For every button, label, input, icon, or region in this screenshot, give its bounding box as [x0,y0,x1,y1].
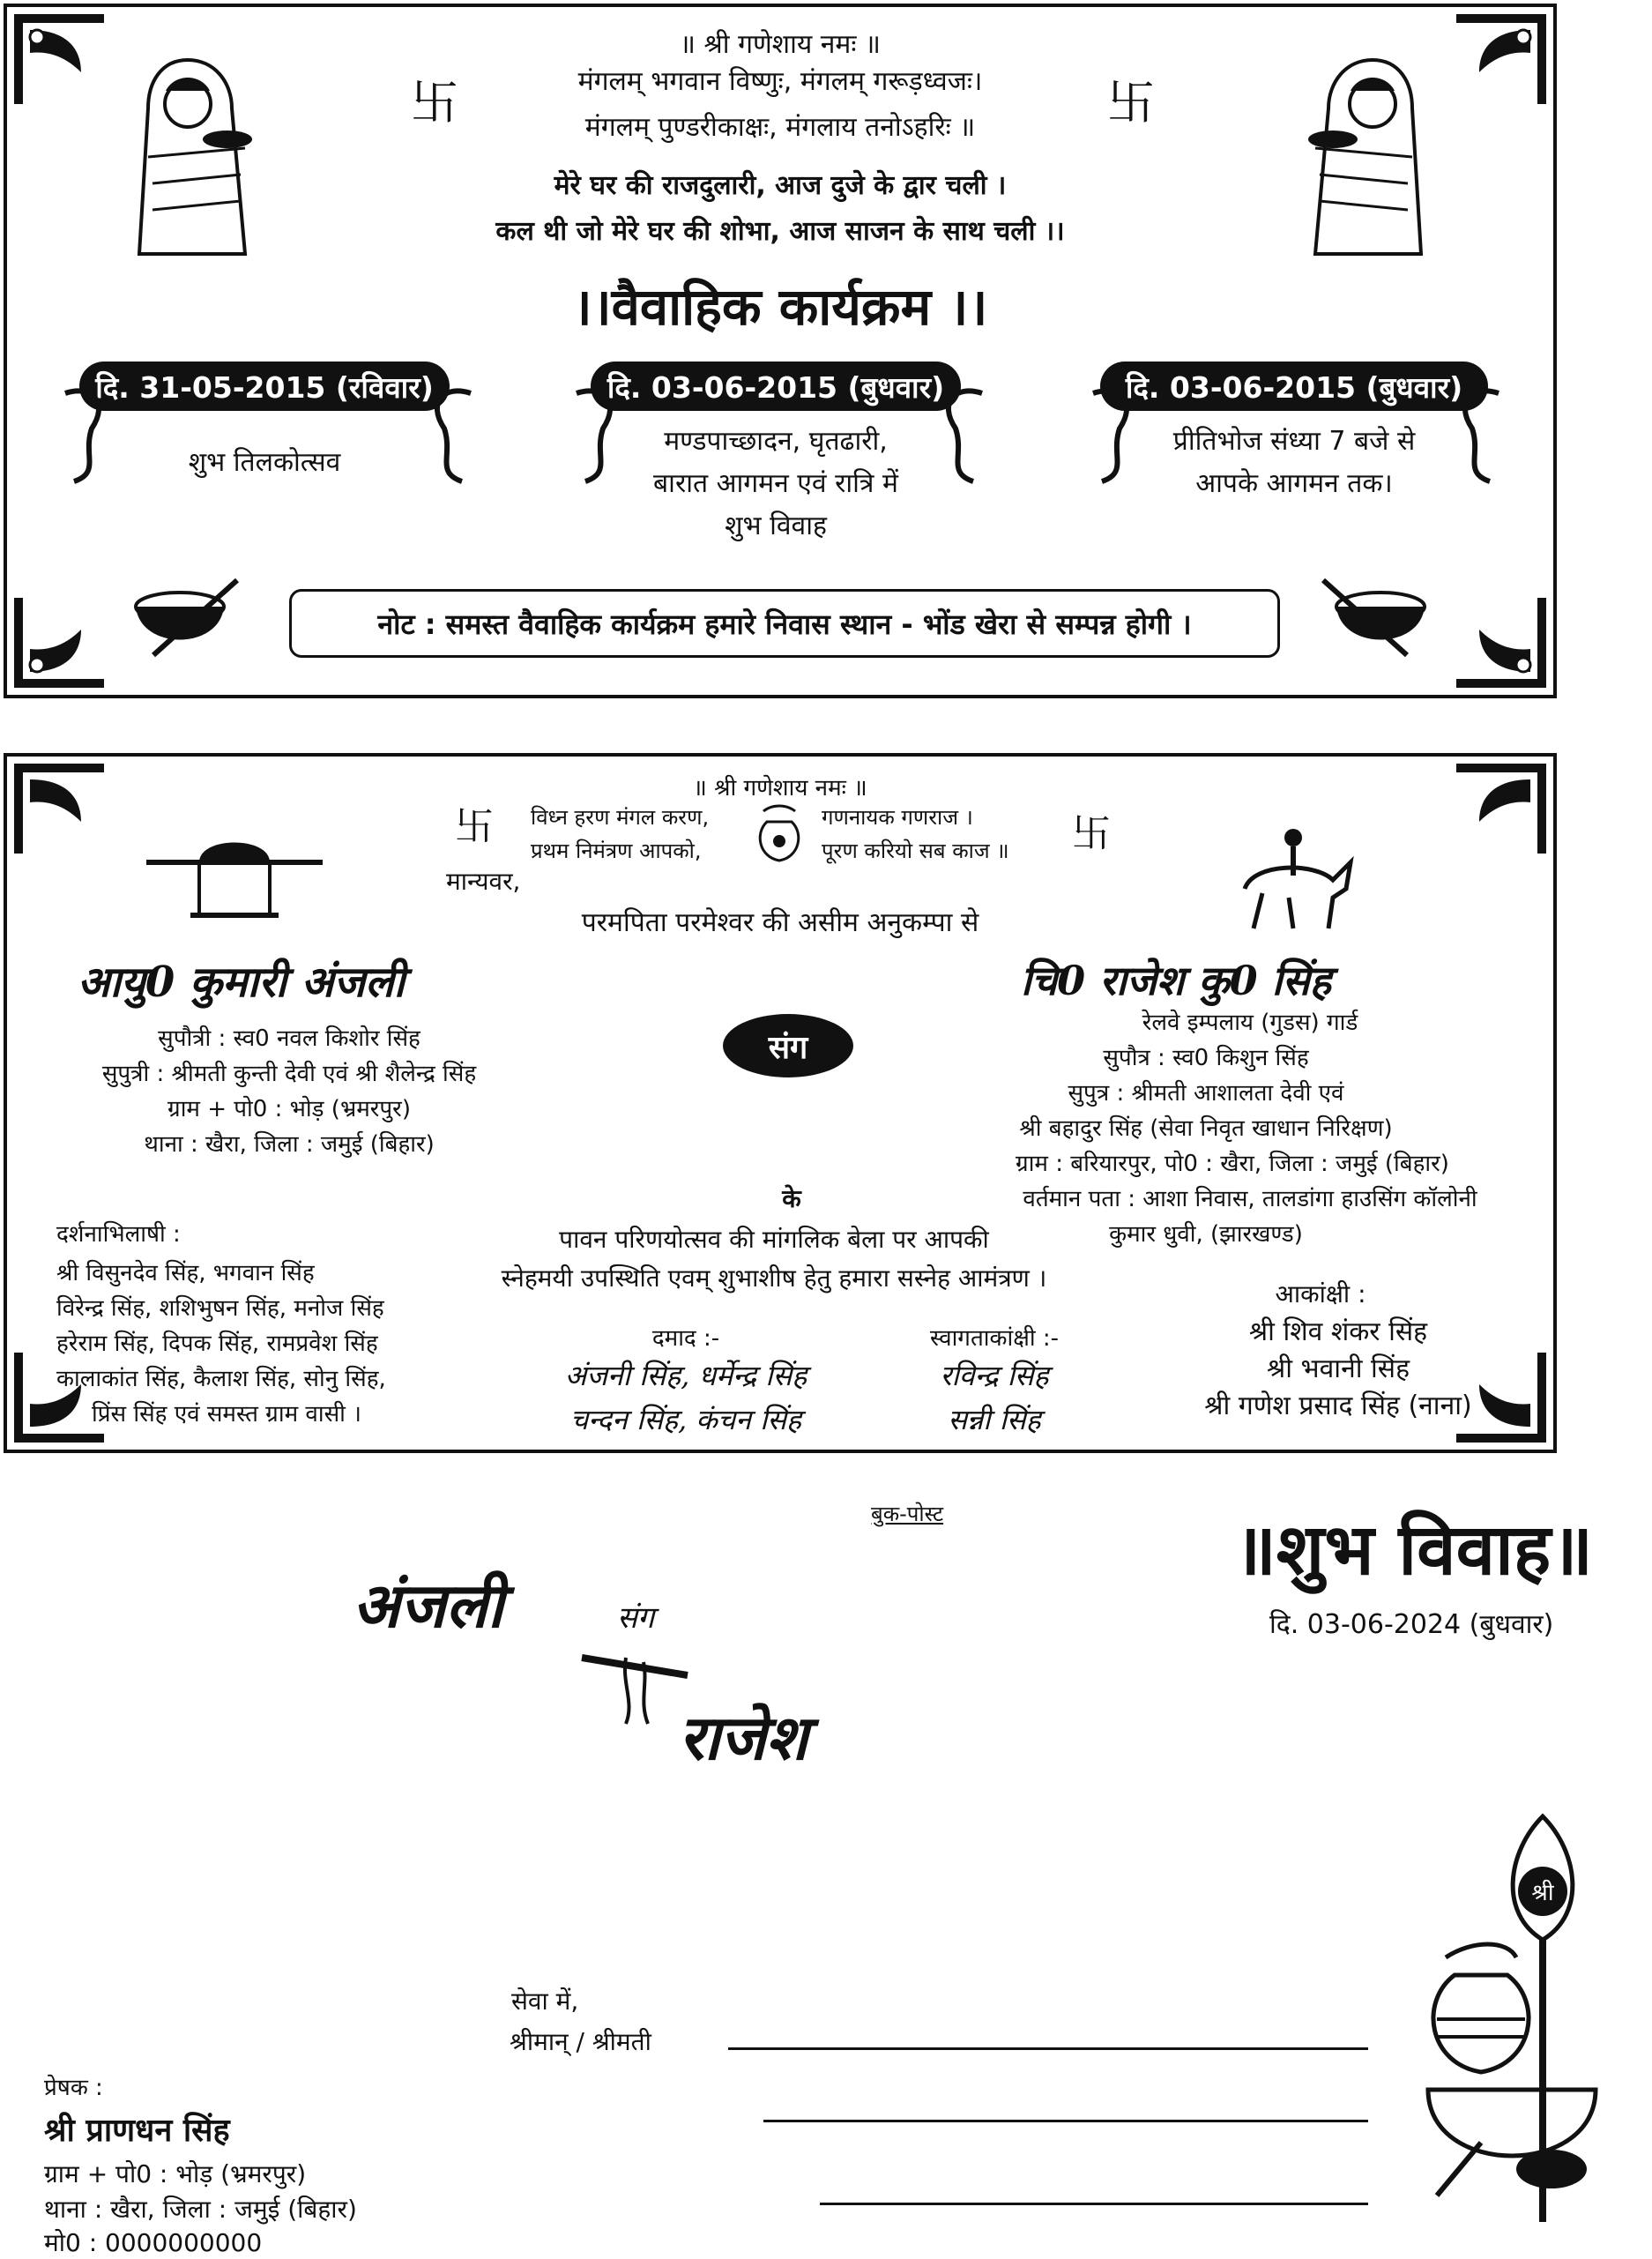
groom-details: श्री बहादुर सिंह (सेवा निवृत खाधान निरिक्षण) [1019,1115,1393,1142]
sender-address: थाना : खैरा, जिला : जमुई (बिहार) [44,2195,357,2224]
damad-heading: दमाद :- [651,1325,720,1352]
darshan-list-item: विरेन्द्र सिंह, शशिभुषन सिंह, मनोज सिंह [56,1295,384,1322]
sang-badge: संग [723,1014,853,1077]
groom-details: रेलवे इम्पलाय (गुडस) गार्ड [1142,1010,1358,1036]
akanshi-list-item: श्री शिव शंकर सिंह [1248,1316,1428,1347]
book-post-label: बुक-पोस्ट [871,1502,944,1526]
swastika-icon: 卐 [1107,75,1155,130]
event-description: प्रीतिभोज संध्या 7 बजे से [1172,426,1416,457]
sender-name: श्री प्राणधन सिंह [44,2113,230,2149]
shehnai-ornament-icon [573,1631,696,1728]
bride-details: थाना : खैरा, जिला : जमुई (बिहार) [144,1131,435,1158]
address-line [820,2203,1368,2205]
darshan-list-item: श्री विसुनदेव सिंह, भगवान सिंह [56,1260,315,1286]
recipient-label: श्रीमान् / श्रीमती [510,2027,651,2056]
intro-line: परमपिता परमेश्वर की असीम अनुकम्पा से [581,907,979,938]
bride-details: ग्राम + पो0 : भोड़ (भ्रमरपुर) [167,1096,411,1122]
akanshi-list-item: श्री गणेश प्रसाद सिंह (नाना) [1204,1390,1472,1421]
groom-details: कुमार धुवी, (झारखण्ड) [1109,1221,1303,1248]
cover-section [0,1464,1652,2257]
seva-label: सेवा में, [511,1987,579,2016]
sender-address: ग्राम + पो0 : भोड़ (भ्रमरपुर) [44,2159,307,2188]
couple-sang: संग [617,1600,655,1636]
cover-title: ॥शुभ विवाह॥ [1234,1509,1594,1591]
swastika-icon: 卐 [455,804,494,849]
verse-line: गणनायक गणराज । [822,805,973,830]
groom-details: ग्राम : बरियारपुर, पो0 : खैरा, जिला : जमुई (बिहार) [1016,1151,1449,1177]
darshan-list-item: हरेराम सिंह, दिपक सिंह, रामप्रवेश सिंह [56,1331,378,1357]
darshan-list-item: कालाकांत सिंह, कैलाश सिंह, सोनु सिंह, [56,1366,386,1392]
venue-note: नोट : समस्त वैवाहिक कार्यक्रम हमारे निवास स्थान - भोंड खेरा से सम्पन्न होगी । [289,589,1280,658]
swagat-list-item: रविन्द्र सिंह [940,1359,1049,1392]
verse-line: विध्न हरण मंगल करण, [531,805,710,830]
akanshi-list-item: श्री भवानी सिंह [1266,1353,1410,1384]
bride-name: आयु0 कुमारी अंजली [78,958,406,1007]
ke-text: के [782,1184,801,1213]
sender-heading: प्रेषक : [44,2075,103,2101]
invitation-line: स्नेहमयी उपस्थिति एवम् शुभाशीष हेतु हमारा सस्नेह आमंत्रण । [501,1264,1047,1293]
shloka-line: मंगलम् पुण्डरीकाक्षः, मंगलाय तनोऽहरिः ॥ [584,112,976,143]
sender-phone: मो0 : 0000000000 [44,2228,263,2257]
bride-details: सुपुत्री : श्रीमती कुन्ती देवी एवं श्री शैलेन्द्र सिंह [101,1061,477,1087]
shloka-line: मंगलम् भगवान विष्णुः, मंगलम् गरूड़ध्वजः। [577,66,983,97]
card-invitation [4,753,1557,1453]
swastika-icon: 卐 [411,75,458,130]
event-description: आपके आगमन तक। [1195,468,1393,499]
bride-details: सुपौत्री : स्व0 नवल किशोर सिंह [158,1025,420,1052]
swagat-heading: स्वागताकांक्षी :- [930,1325,1059,1352]
swastika-icon: 卐 [1072,811,1111,856]
event-description: मण्डपाच्छादन, घृतढारी, [664,426,888,457]
event-date-badge: दि. 03-06-2015 (बुधवार) [1100,362,1488,411]
corner-ornament-icon [11,594,108,691]
couple-name-bride: अंजली [353,1569,504,1642]
swagat-list-item: सन्नी सिंह [948,1403,1041,1436]
cover-date: दि. 03-06-2024 (बुधवार) [1269,1609,1554,1640]
kalash-shri-icon [1419,1808,1631,2248]
svg-text:श्री: श्री [1531,1880,1554,1906]
address-line [763,2120,1368,2122]
salutation: मान्यवर, [446,867,521,896]
dholak-drum-icon [1310,571,1433,668]
akanshi-heading: आकांक्षी : [1275,1279,1366,1308]
card-schedule [4,4,1557,698]
couple-name-groom: राजेश [679,1701,808,1774]
address-line [728,2047,1368,2050]
verse-line: पूरण करियो सब काज ॥ [822,839,1009,863]
page-title: ।।वैवाहिक कार्यक्रम ।। [572,277,988,337]
event-description: बारात आगमन एवं रात्रि में [653,468,898,499]
event-description: शुभ तिलकोत्सव [188,447,341,478]
dholak-drum-icon [127,571,250,668]
event-description: शुभ विवाह [725,511,827,541]
darshan-heading: दर्शनाभिलाषी : [56,1221,181,1248]
damad-list-item: अंजनी सिंह, धर्मेन्द्र सिंह [564,1359,807,1392]
darshan-list-item: प्रिंस सिंह एवं समस्त ग्राम वासी । [92,1401,362,1428]
invocation: ॥ श्री गणेशाय नमः ॥ [693,775,867,801]
groom-details: सुपुत्र : श्रीमती आशालता देवी एवं [1068,1080,1344,1107]
groom-details: सुपौत्र : स्व0 किशुन सिंह [1103,1045,1309,1071]
invocation: ॥ श्री गणेशाय नमः ॥ [680,29,881,60]
corner-ornament-icon [1453,594,1550,691]
poem-line: मेरे घर की राजदुलारी, आज दुजे के द्वार चली । [554,170,1007,201]
verse-line: प्रथम निमंत्रण आपको, [531,839,702,863]
invitation-line: पावन परिणयोत्सव की मांगलिक बेला पर आपकी [559,1225,989,1254]
kalash-icon [755,802,804,864]
groom-name: चि0 राजेश कु0 सिंह [1021,957,1332,1004]
event-date-badge: दि. 03-06-2015 (बुधवार) [591,362,961,411]
event-date-badge: दि. 31-05-2015 (रविवार) [79,362,450,411]
groom-details: वर्तमान पता : आशा निवास, तालडांगा हाउसिंग कॉलोनी [1023,1186,1477,1212]
damad-list-item: चन्दन सिंह, कंचन सिंह [569,1403,802,1436]
poem-line: कल थी जो मेरे घर की शोभा, आज साजन के साथ चली ।। [495,216,1065,247]
